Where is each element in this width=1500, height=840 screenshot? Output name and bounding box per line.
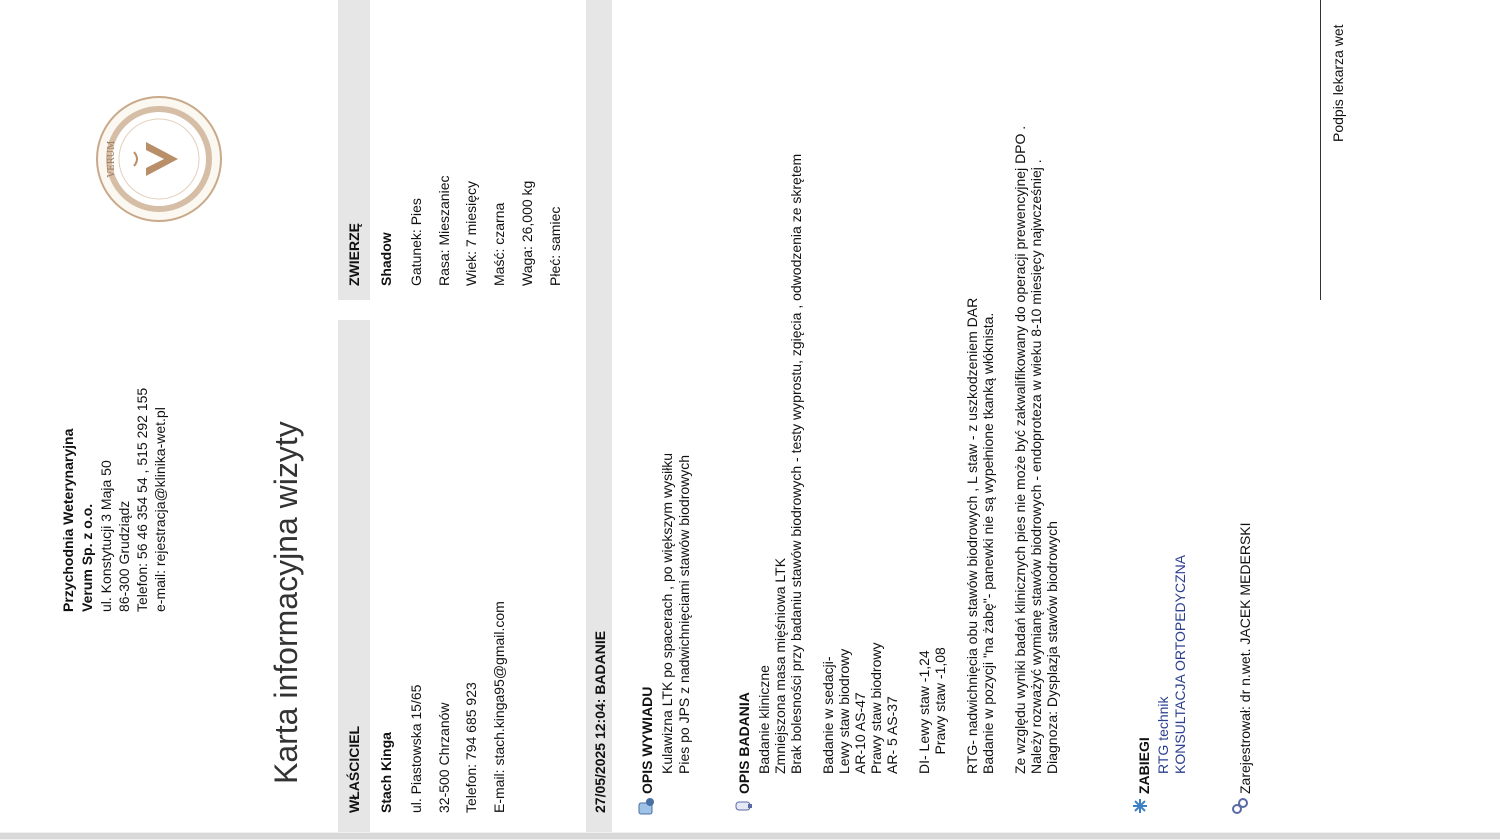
exam-line: Prawy staw biodrowy	[868, 642, 884, 774]
animal-weight: Waga: 26,000 kg	[519, 180, 535, 286]
scrollbar-thumb[interactable]	[0, 833, 1500, 839]
clinic-phone: Telefon: 56 46 354 54 , 515 292 155	[134, 387, 150, 612]
procedure-item: RTG technik	[1155, 696, 1171, 774]
exam-line: DI- Lewy staw -1,24	[916, 650, 932, 774]
exam-header: OPIS BADANIA	[736, 692, 752, 794]
clinic-email: e-mail: rejestracja@klinika-wet.pl	[152, 407, 168, 612]
page-title: Karta informacyjna wizyty	[268, 421, 304, 784]
animal-sex: Płeć: samiec	[547, 206, 563, 286]
exam-line: RTG- nadwichnięcia obu stawów biodrowych , L staw - z uszkodzeniem DAR	[964, 297, 980, 774]
clinic-address-line2: 86-300 Grudziądz	[116, 500, 132, 612]
clinic-logo	[94, 94, 224, 224]
exam-icon	[734, 796, 754, 816]
exam-body	[756, 126, 1060, 774]
animal-header: ZWIERZĘ	[346, 223, 362, 286]
clinic-address-line1: ul. Konstytucji 3 Maja 50	[98, 460, 114, 612]
exam-line: Badanie w pozycji "na żabę"- panewki nie są wypełnione tkanką włóknista.	[980, 312, 996, 774]
clinic-name: Przychodnia Weterynaryjna	[60, 428, 76, 612]
owner-address-line1: ul. Piastowska 15/65	[408, 684, 424, 813]
clinic-company: Verum Sp. z o.o.	[79, 503, 95, 612]
exam-line: Badanie w sedacji-	[820, 656, 836, 774]
signature-label: Podpis lekarza wet	[1330, 24, 1346, 142]
exam-line	[948, 126, 964, 774]
exam-line: Badanie kliniczne	[756, 665, 772, 774]
registered-icon	[1230, 796, 1250, 816]
exam-line: Zmniejszona masa mięśniowa LTK	[772, 557, 788, 774]
history-line: Pies po JPS z nadwichnięciami stawów biodrowych	[676, 454, 692, 774]
registered-by: Zarejestrował: dr n.wet. JACEK MEDERSKI	[1237, 522, 1253, 794]
exam-line: AR-10 AS-47	[852, 692, 868, 774]
horizontal-scrollbar[interactable]	[0, 832, 1500, 840]
exam-line: Lewy staw biodrowy	[836, 648, 852, 774]
exam-line	[996, 126, 1012, 774]
exam-line: Diagnoza: Dysplazja stawów biodrowych	[1044, 521, 1060, 774]
exam-line	[900, 126, 916, 774]
procedures-header: ZABIEGI	[1136, 737, 1152, 794]
animal-color: Maść: czarna	[491, 202, 507, 286]
history-header: OPIS WYWIADU	[639, 686, 655, 794]
exam-line: Brak bolesności przy badaniu stawów biodrowych - testy wyprostu, zgięcia , odwodzenia ze skrętem	[788, 153, 804, 774]
animal-age: Wiek: 7 miesięcy	[463, 180, 479, 286]
logo-seal-icon	[94, 94, 224, 224]
procedure-item: KONSULTACJA ORTOPEDYCZNA	[1172, 554, 1188, 774]
exam-line: Prawy staw -1,08	[932, 647, 948, 774]
procedures-icon	[1130, 796, 1150, 816]
owner-phone: Telefon: 794 685 923	[463, 682, 479, 813]
owner-name: Stach Kinga	[378, 732, 394, 813]
owner-email: E-mail: stach.kinga95@gmail.com	[491, 601, 507, 813]
history-icon	[636, 796, 656, 816]
owner-header: WŁAŚCICIEL	[346, 725, 362, 813]
animal-name: Shadow	[378, 232, 394, 286]
exam-line	[804, 126, 820, 774]
owner-address-line2: 32-500 Chrzanów	[436, 702, 452, 813]
signature-line	[1320, 0, 1321, 300]
logo-text: VERUM	[107, 140, 117, 178]
exam-line: Należy rozważyć wymianę stawów biodrowych - endoproteza w wieku 8-10 miesięcy najwcześniej .	[1028, 159, 1044, 774]
history-line: Kulawizna LTK po spacerach , po większym wysiłku	[659, 452, 675, 774]
animal-breed: Rasa: Mieszaniec	[436, 175, 452, 286]
exam-line: Ze względu wyniki badań klinicznych pies nie może być zakwalifikowany do operacji prewencyjnej DPO .	[1012, 125, 1028, 774]
animal-species: Gatunek: Pies	[408, 198, 424, 286]
exam-line: AR- 5 AS-37	[884, 696, 900, 774]
visit-header: 27/05/2025 12:04: BADANIE	[592, 630, 608, 813]
